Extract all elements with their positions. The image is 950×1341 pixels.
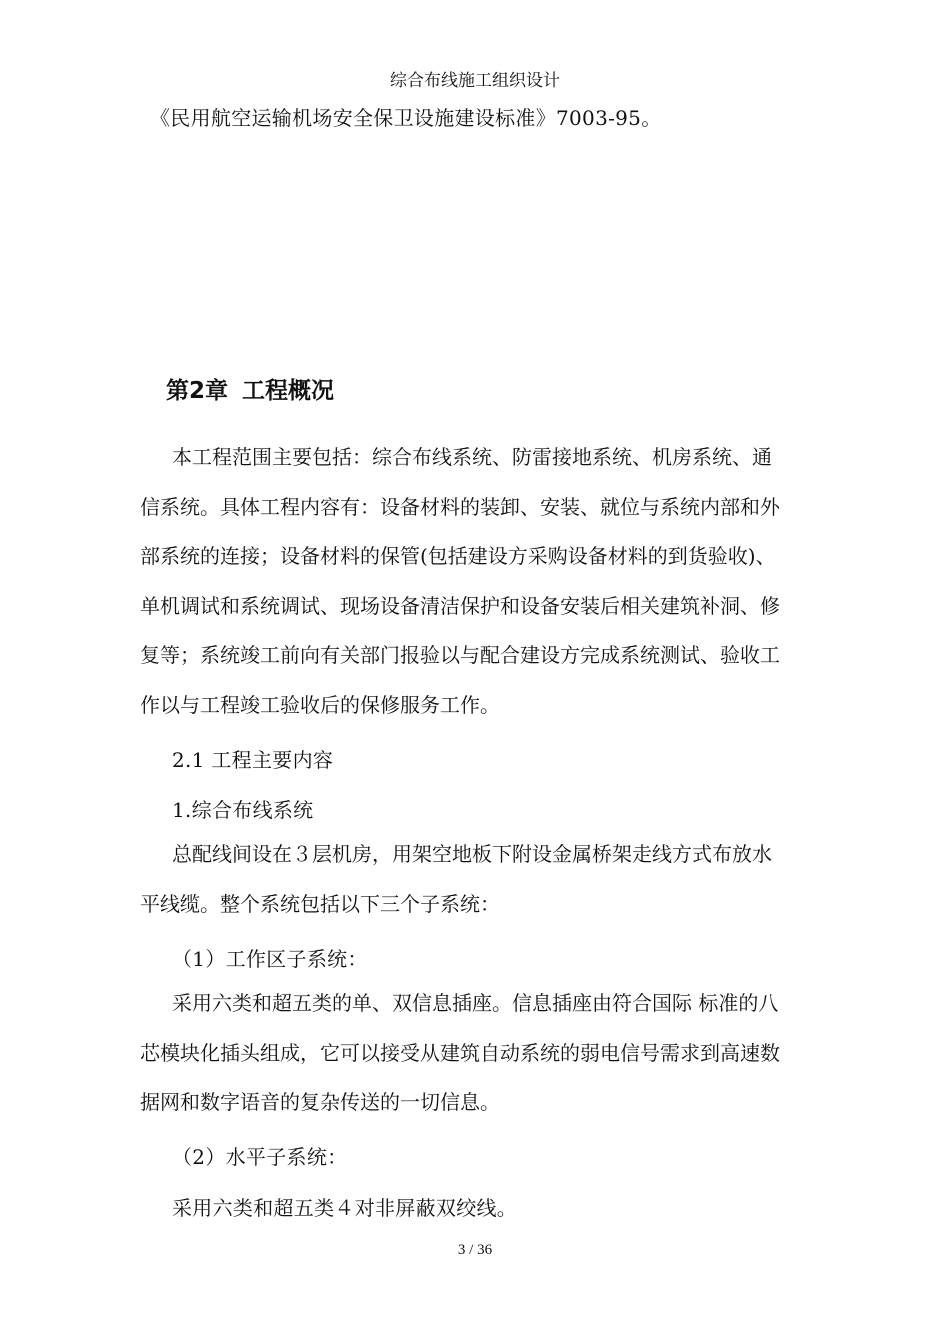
chapter-heading — [166, 372, 334, 405]
cabling-paragraph — [140, 830, 820, 929]
work-area-line: 采用六类和超五类的单、双信息插座。信息插座由符合国际 标准的八 — [172, 991, 779, 1015]
work-area-subsystem-heading: （1）工作区子系统： — [172, 947, 368, 971]
running-header: 综合布线施工组织设计 — [390, 71, 560, 91]
horizontal-subsystem-text: 采用六类和超五类４对非屏蔽双绞线。 — [172, 1196, 518, 1220]
page-number: 3 / 36 — [457, 1242, 493, 1258]
overview-line: 信系统。具体工程内容有：设备材料的装卸、安装、就位与系统内部和外 — [140, 494, 780, 519]
overview-line: 本工程范围主要包括：综合布线系统、防雷接地系统、机房系统、通 — [172, 445, 772, 469]
cabling-line: 平线缆。整个系统包括以下三个子系统： — [140, 891, 500, 916]
chapter-number: 第2章 — [166, 378, 229, 404]
cabling-line: 总配线间设在３层机房，用架空地板下附设金属桥架走线方式布放水 — [172, 842, 772, 866]
standard-reference: 《民用航空运输机场安全保卫设施建设标准》7003-95。 — [150, 106, 662, 130]
horizontal-subsystem-heading: （2）水平子系统： — [172, 1145, 348, 1169]
work-area-line: 芯模块化插头组成，它可以接受从建筑自动系统的弱电信号需求到高速数 — [140, 1040, 780, 1065]
overview-line: 复等；系统竣工前向有关部门报验以与配合建设方完成系统测试、验收工 — [140, 643, 780, 667]
overview-line: 单机调试和系统调试、现场设备清洁保护和设备安装后相关建筑补洞、修 — [140, 593, 780, 618]
chapter-title: 工程概况 — [242, 378, 335, 404]
work-area-line: 据网和数字语音的复杂传送的一切信息。 — [140, 1090, 500, 1114]
overview-paragraph — [140, 433, 820, 730]
work-area-paragraph — [140, 979, 820, 1128]
section-heading: 2.1 工程主要内容 — [172, 748, 334, 772]
overview-line: 部系统的连接；设备材料的保管(包括建设方采购设备材料的到货验收)、 — [140, 544, 776, 568]
overview-line: 作以与工程竣工验收后的保修服务工作。 — [140, 692, 500, 717]
sub-heading-cabling: 1.综合布线系统 — [172, 798, 314, 822]
